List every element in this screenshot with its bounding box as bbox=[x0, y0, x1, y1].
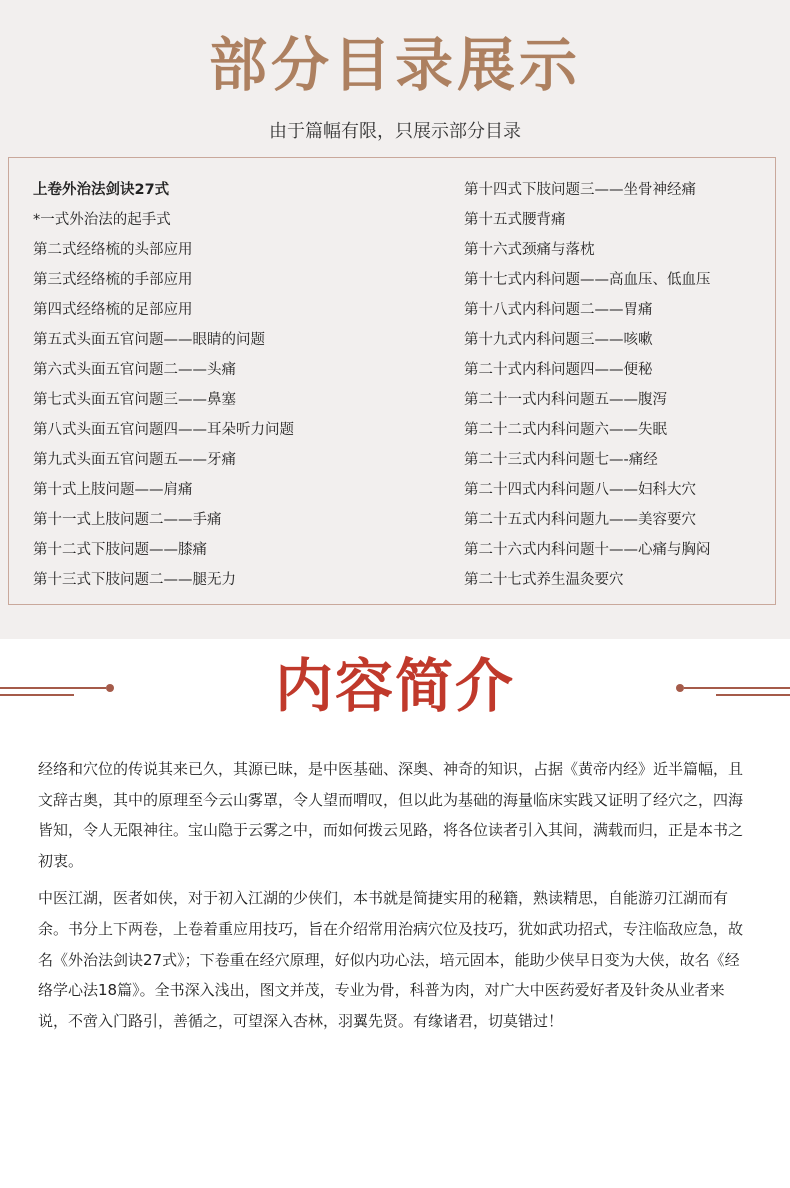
toc-item: 上卷外治法剑诀27式 bbox=[33, 182, 170, 198]
toc-item: 第八式头面五官问题四——耳朵听力问题 bbox=[33, 422, 294, 438]
intro-paragraph: 中医江湖，医者如侠，对于初入江湖的少侠们，本书就是简捷实用的秘籍，熟读精思，自能游刃江湖而有余。书分上下两卷，上卷着重应用技巧，旨在介绍常用治病穴位及技巧，犹如武功招式，专注临敌应急，故名《外治法剑诀27式》；下卷重在经穴原理，好似内功心法，培元固本，能助少侠早日变为大侠，故名《经络学心法18篇》。全书深入浅出，图文并茂，专业为骨，科普为肉，对广大中医药爱好者及针灸从业者来说，不啻入门路引，善循之，可望深入杏林，羽翼先贤。有缘诸君，切莫错过！ bbox=[38, 889, 744, 1030]
toc-subtitle: 由于篇幅有限，只展示部分目录 bbox=[269, 121, 521, 142]
toc-item: 第十八式内科问题二——胃痛 bbox=[464, 302, 653, 318]
toc-box bbox=[8, 157, 776, 605]
toc-item: 第二十一式内科问题五——腹泻 bbox=[464, 392, 667, 408]
toc-item: 第二式经络梳的头部应用 bbox=[33, 242, 193, 258]
toc-item: 第十七式内科问题——高血压、低血压 bbox=[464, 272, 711, 288]
intro-paragraph: 经络和穴位的传说其来已久，其源已昧，是中医基础、深奥、神奇的知识，占据《黄帝内经》近半篇幅，且文辞古奥，其中的原理至今云山雾罩，令人望而喟叹，但以此为基础的海量临床实践又证明了经穴之，四海皆知，令人无限神往。宝山隐于云雾之中，而如何拨云见路，将各位读者引入其间，满载而归，正是本书之初衷。 bbox=[38, 760, 744, 870]
toc-item: 第二十二式内科问题六——失眠 bbox=[464, 422, 667, 438]
toc-column-right bbox=[464, 175, 711, 595]
toc-item: 第十三式下肢问题二——腿无力 bbox=[33, 572, 236, 588]
toc-item: 第二十五式内科问题九——美容要穴 bbox=[464, 512, 696, 528]
toc-item: 第二十三式内科问题七—-痛经 bbox=[464, 452, 658, 468]
toc-item: 第九式头面五官问题五——牙痛 bbox=[33, 452, 236, 468]
toc-item: *一式外治法的起手式 bbox=[33, 212, 171, 228]
toc-item: 第十五式腰背痛 bbox=[464, 212, 566, 228]
toc-item: 第二十六式内科问题十——心痛与胸闷 bbox=[464, 542, 711, 558]
intro-title: 内容简介 bbox=[274, 652, 515, 720]
toc-item: 第十二式下肢问题——膝痛 bbox=[33, 542, 207, 558]
toc-title: 部分目录展示 bbox=[208, 31, 581, 99]
toc-item: 第六式头面五官问题二——头痛 bbox=[33, 362, 236, 378]
toc-item: 第五式头面五官问题——眼睛的问题 bbox=[33, 332, 265, 348]
toc-item: 第三式经络梳的手部应用 bbox=[33, 272, 193, 288]
intro-body bbox=[38, 754, 750, 1043]
toc-column-left bbox=[33, 175, 294, 595]
toc-item: 第十六式颈痛与落枕 bbox=[464, 242, 595, 258]
toc-item: 第二十式内科问题四——便秘 bbox=[464, 362, 653, 378]
toc-item: 第十式上肢问题——肩痛 bbox=[33, 482, 193, 498]
toc-item: 第二十四式内科问题八——妇科大穴 bbox=[464, 482, 696, 498]
toc-item: 第四式经络梳的足部应用 bbox=[33, 302, 193, 318]
toc-item: 第七式头面五官问题三——鼻塞 bbox=[33, 392, 236, 408]
toc-item: 第十四式下肢问题三——坐骨神经痛 bbox=[464, 182, 696, 198]
toc-item: 第十一式上肢问题二——手痛 bbox=[33, 512, 222, 528]
toc-item: 第十九式内科问题三——咳嗽 bbox=[464, 332, 653, 348]
toc-item: 第二十七式养生温灸要穴 bbox=[464, 572, 624, 588]
